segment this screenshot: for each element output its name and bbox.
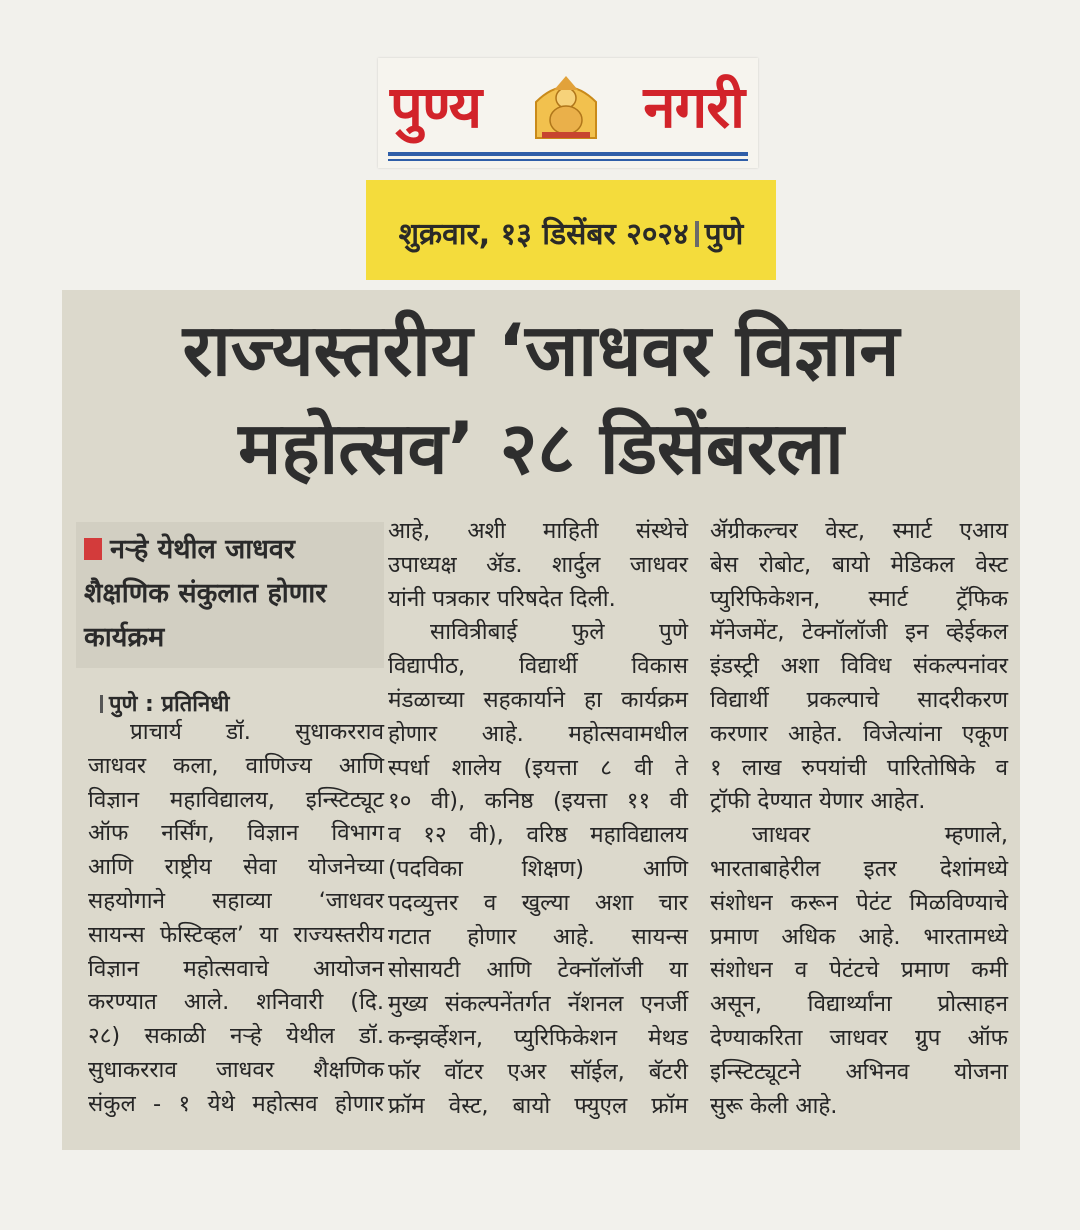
column-line: आहे, अशी माहिती संस्थेचे (388, 518, 688, 544)
column-line: इंडस्ट्री अशा विविध संकल्पनांवर (710, 653, 1008, 680)
column-line: २८) सकाळी नऱ्हे येथील डॉ. (88, 1023, 384, 1050)
column-line: संशोधन करून पेटंट मिळविण्याचे (710, 889, 1008, 916)
article-column-3 (710, 515, 1008, 1123)
column-line: प्युरिफिकेशन, स्मार्ट ट्रॅफिक (710, 585, 1008, 612)
column-line: विद्यार्थी प्रकल्पाचे सादरीकरण (710, 686, 1008, 713)
byline-bar-icon (100, 695, 103, 713)
column-line: जाधवर म्हणाले, (752, 822, 1008, 849)
column-line: इन्स्टिट्यूटने अभिनव योजना (710, 1058, 1008, 1085)
column-line: गटात होणार आहे. सायन्स (388, 923, 688, 950)
masthead-rule (388, 152, 748, 156)
column-line: फ्रॉम वेस्ट, बायो फ्युएल फ्रॉम (388, 1092, 688, 1119)
column-line: सायन्स फेस्टिव्हल’ या राज्यस्तरीय (88, 921, 384, 948)
dateline-banner (366, 180, 776, 280)
column-line: संशोधन व पेटंटचे प्रमाण कमी (710, 957, 1008, 984)
column-line: मंडळाच्या सहकार्याने हा कार्यक्रम (388, 686, 688, 713)
subhead-text: नऱ्हे येथील जाधवर शैक्षणिक संकुलात होणार कार्यक्रम (84, 534, 327, 653)
column-line: करण्यात आले. शनिवारी (दि. (88, 989, 384, 1016)
column-line: स्पर्धा शालेय (इयत्ता ८ वी ते (388, 754, 688, 781)
deity-emblem-icon (528, 68, 604, 144)
dateline-city: पुणे (704, 217, 744, 252)
column-line: सुधाकरराव जाधवर शैक्षणिक (88, 1056, 384, 1083)
column-line: कन्झर्व्हेशन, प्युरिफिकेशन मेथड (388, 1024, 688, 1051)
column-line: होणार आहे. महोत्सवामधील (388, 720, 688, 747)
column-line: उपाध्यक्ष ॲड. शार्दुल जाधवर (388, 551, 688, 578)
column-line: पदव्युत्तर व खुल्या अशा चार (388, 889, 688, 916)
column-line: ॲग्रीकल्चर वेस्ट, स्मार्ट एआय (710, 518, 1008, 544)
column-line: विद्यापीठ, विद्यार्थी विकास (388, 653, 688, 680)
news-article (62, 290, 1020, 1150)
article-subhead (76, 522, 384, 668)
article-byline (100, 688, 229, 718)
column-line: सोसायटी आणि टेक्नॉलॉजी या (388, 957, 688, 984)
article-column-2 (388, 515, 688, 1123)
column-line: व १२ वी), वरिष्ठ महाविद्यालय (388, 822, 688, 849)
column-line: १ लाख रुपयांची पारितोषिके व (710, 754, 1008, 781)
column-line: करणार आहेत. विजेत्यांना एकूण (710, 720, 1008, 747)
column-line: सावित्रीबाई फुले पुणे (430, 619, 688, 646)
column-line: सहयोगाने सहाव्या ‘जाधवर (88, 887, 384, 914)
column-line: बेस रोबोट, बायो मेडिकल वेस्ट (710, 551, 1008, 578)
dateline-separator (695, 221, 699, 247)
column-line: सुरू केली आहे. (710, 1092, 838, 1119)
dateline-date: शुक्रवार, १३ डिसेंबर २०२४ (398, 217, 689, 252)
headline-line-1: राज्यस्तरीय ‘जाधवर विज्ञान (182, 308, 900, 392)
masthead-name-right: नगरी (643, 73, 744, 141)
column-line: विज्ञान महोत्सवाचे आयोजन (88, 955, 384, 982)
headline-line-2: महोत्सव’ २८ डिसेंबरला (238, 406, 844, 490)
masthead-rule-thin (388, 159, 748, 161)
column-line: (पदविका शिक्षण) आणि (388, 855, 688, 882)
column-line: जाधवर कला, वाणिज्य आणि (88, 752, 384, 779)
column-line: फॉर वॉटर एअर सॉईल, बॅटरी (388, 1058, 688, 1085)
column-line: आणि राष्ट्रीय सेवा योजनेच्या (88, 854, 384, 881)
masthead-name-left: पुण्य (390, 73, 482, 141)
column-line: ऑफ नर्सिंग, विज्ञान विभाग (88, 820, 384, 847)
column-line: भारताबाहेरील इतर देशांमध्ये (710, 855, 1008, 882)
column-line: १० वी), कनिष्ठ (इयत्ता ११ वी (388, 788, 688, 815)
column-line: यांनी पत्रकार परिषदेत दिली. (388, 585, 616, 612)
column-line: ट्रॉफी देण्यात येणार आहेत. (710, 788, 926, 815)
column-line: असून, विद्यार्थ्यांना प्रोत्साहन (710, 991, 1008, 1018)
red-square-marker-icon (84, 538, 102, 560)
column-line: मॅनेजमेंट, टेक्नॉलॉजी इन व्हेईकल (710, 619, 1008, 646)
column-line: संकुल - १ येथे महोत्सव होणार (88, 1090, 384, 1117)
column-line: प्राचार्य डॉ. सुधाकरराव (130, 719, 384, 745)
article-column-1 (88, 716, 384, 1122)
newspaper-masthead (378, 58, 758, 168)
column-line: विज्ञान महाविद्यालय, इन्स्टिट्यूट (88, 786, 384, 813)
byline-text: पुणे : प्रतिनिधी (109, 692, 230, 717)
column-line: मुख्य संकल्पनेंतर्गत नॅशनल एनर्जी (388, 991, 688, 1018)
column-line: प्रमाण अधिक आहे. भारतामध्ये (710, 923, 1008, 950)
dateline-text (366, 212, 776, 253)
column-line: देण्याकरिता जाधवर ग्रुप ऑफ (710, 1024, 1008, 1051)
